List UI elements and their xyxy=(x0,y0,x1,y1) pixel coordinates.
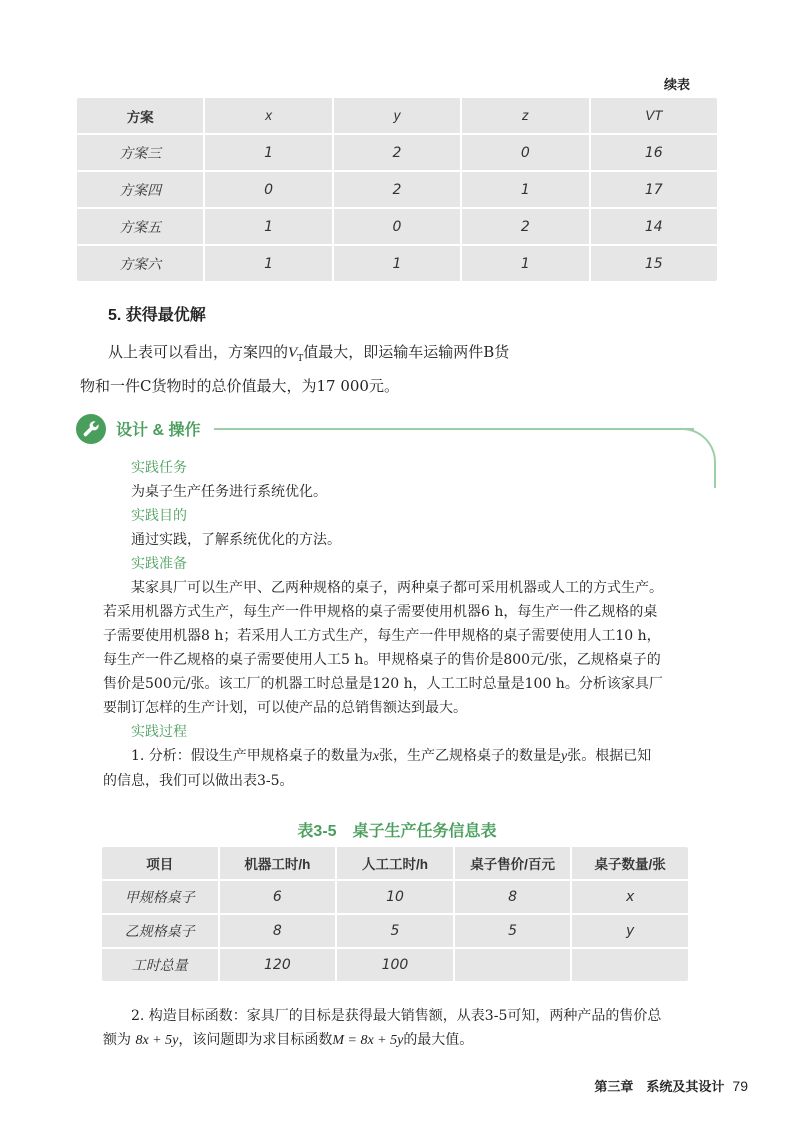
paragraph-text: 值最大，即运输车运输两件B货 xyxy=(303,343,510,361)
table-row xyxy=(77,135,717,170)
step2-block xyxy=(103,1004,693,1053)
section-title: 5. 获得最优解 xyxy=(108,307,206,324)
page-footer xyxy=(594,1076,748,1095)
var-x: x xyxy=(372,749,380,764)
expression: M = 8x + 5y xyxy=(332,1033,404,1048)
cell-vt: 17 xyxy=(591,172,717,207)
cell-z: 0 xyxy=(462,135,588,170)
cell-price: 5 xyxy=(455,915,571,947)
cell-labor: 10 xyxy=(337,881,453,913)
cell-y: 1 xyxy=(334,246,460,281)
header-item: 项目 xyxy=(102,847,218,879)
step2-line: 2. 构造目标函数：家具厂的目标是获得最大销售额，从表3-5可知，两种产品的售价总 xyxy=(131,1008,662,1024)
step2-text: 额为 xyxy=(103,1032,131,1048)
paragraph-text: 从上表可以看出，方案四的 xyxy=(108,343,289,361)
table-row xyxy=(102,881,688,913)
header-plan: 方案 xyxy=(77,98,203,133)
step1-text: 张，生产乙规格桌子的数量是 xyxy=(379,748,562,764)
cell-vt: 15 xyxy=(591,246,717,281)
cell-price xyxy=(455,949,571,981)
paragraph-text: 物和一件C货物时的总价值最大，为17 000元。 xyxy=(80,377,399,395)
cell-y: 0 xyxy=(334,209,460,244)
cell-y: 2 xyxy=(334,135,460,170)
cell-machine: 120 xyxy=(220,949,336,981)
header-quantity: 桌子数量/张 xyxy=(572,847,688,879)
step2-text: ，该问题即为求目标函数 xyxy=(178,1032,333,1048)
step1-text: 张。根据已知 xyxy=(567,748,652,764)
table-row xyxy=(77,172,717,207)
cell-x: 1 xyxy=(205,246,331,281)
step2-line xyxy=(103,1028,693,1053)
header-machine-hours: 机器工时/h xyxy=(220,847,336,879)
header-x: x xyxy=(205,98,331,133)
plan-name: 方案三 xyxy=(77,135,203,170)
header-vt: VT xyxy=(591,98,717,133)
var-v: V xyxy=(288,345,298,361)
page-number: 79 xyxy=(732,1078,748,1094)
cell-x: 1 xyxy=(205,209,331,244)
goal-label: 实践目的 xyxy=(131,508,187,524)
cell-machine: 8 xyxy=(220,915,336,947)
table-row xyxy=(77,209,717,244)
prep-line: 售价是500元/张。该工厂的机器工时总量是120 h，人工工时总量是100 h。分析该家具厂 xyxy=(103,676,663,692)
prep-line: 若采用机器方式生产，每生产一件甲规格的桌子需要使用机器6 h，每生产一件乙规格的桌 xyxy=(103,604,658,620)
cell-quantity xyxy=(572,949,688,981)
cell-z: 1 xyxy=(462,172,588,207)
task-label: 实践任务 xyxy=(131,460,187,476)
prep-line: 某家具厂可以生产甲、乙两种规格的桌子，两种桌子都可采用机器或人工的方式生产。 xyxy=(131,580,663,596)
plan-table xyxy=(75,96,719,283)
prep-label: 实践准备 xyxy=(131,556,187,572)
step1-line: 的信息，我们可以做出表3-5。 xyxy=(103,773,294,789)
wrench-icon xyxy=(76,414,106,444)
design-title: 设计 & 操作 xyxy=(116,422,201,439)
cell-z: 2 xyxy=(462,209,588,244)
step1-line xyxy=(103,744,693,769)
table-caption: 表3-5 桌子生产任务信息表 xyxy=(297,823,497,840)
plan-name: 方案五 xyxy=(77,209,203,244)
cell-y: 2 xyxy=(334,172,460,207)
header-labor-hours: 人工工时/h xyxy=(337,847,453,879)
production-table xyxy=(100,845,690,983)
step1-text: 1. 分析：假设生产甲规格桌子的数量为 xyxy=(131,748,373,764)
table-row xyxy=(102,915,688,947)
header-z: z xyxy=(462,98,588,133)
prep-line: 每生产一件乙规格的桌子需要使用人工5 h。甲规格桌子的售价是800元/张，乙规格桌子的 xyxy=(103,652,661,668)
chapter-title: 第三章 系统及其设计 xyxy=(594,1079,725,1094)
header-y: y xyxy=(334,98,460,133)
cell-price: 8 xyxy=(455,881,571,913)
cell-x: 1 xyxy=(205,135,331,170)
cell-vt: 16 xyxy=(591,135,717,170)
cell-machine: 6 xyxy=(220,881,336,913)
plan-name: 方案四 xyxy=(77,172,203,207)
section-paragraph xyxy=(80,339,720,400)
step2-text: 的最大值。 xyxy=(403,1032,474,1048)
cell-vt: 14 xyxy=(591,209,717,244)
row-label: 乙规格桌子 xyxy=(102,915,218,947)
cell-z: 1 xyxy=(462,246,588,281)
divider xyxy=(214,428,694,430)
row-label: 工时总量 xyxy=(102,949,218,981)
var-y: y xyxy=(561,749,568,764)
cell-quantity: y xyxy=(572,915,688,947)
expression: 8x + 5y xyxy=(135,1033,179,1048)
row-label: 甲规格桌子 xyxy=(102,881,218,913)
prep-line: 要制订怎样的生产计划，可以使产品的总销售额达到最大。 xyxy=(103,700,467,716)
prep-line: 子需要使用机器8 h；若采用人工方式生产，每生产一件甲规格的桌子需要使用人工10 h， xyxy=(103,628,661,644)
cell-quantity: x xyxy=(572,881,688,913)
cell-x: 0 xyxy=(205,172,331,207)
practice-block xyxy=(103,456,693,793)
header-price: 桌子售价/百元 xyxy=(455,847,571,879)
table-row xyxy=(102,949,688,981)
process-label: 实践过程 xyxy=(131,724,187,740)
task-text: 为桌子生产任务进行系统优化。 xyxy=(131,484,327,500)
cell-labor: 5 xyxy=(337,915,453,947)
cell-labor: 100 xyxy=(337,949,453,981)
continued-label: 续表 xyxy=(663,77,690,92)
plan-name: 方案六 xyxy=(77,246,203,281)
var-sub: T xyxy=(297,354,304,364)
goal-text: 通过实践，了解系统优化的方法。 xyxy=(131,532,341,548)
table-row xyxy=(77,246,717,281)
